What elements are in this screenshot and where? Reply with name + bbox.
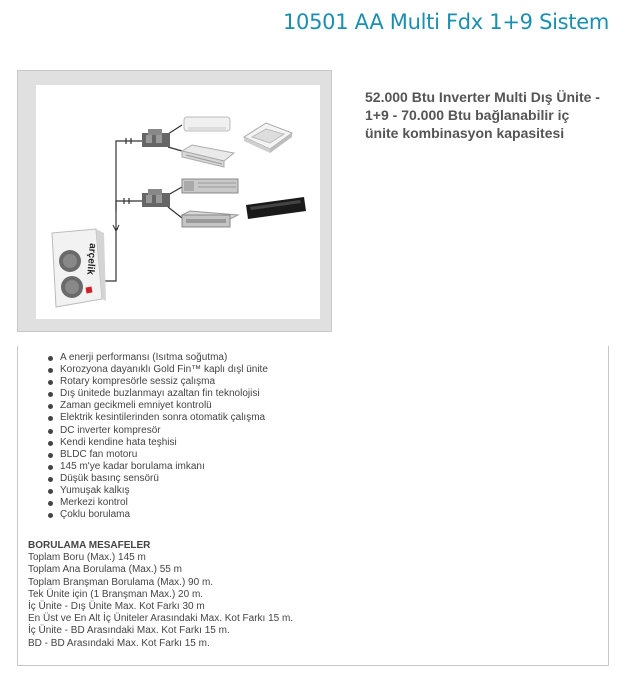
wall-indoor-unit [184, 117, 230, 131]
outdoor-unit [52, 229, 106, 307]
piping-line: Toplam Ana Borulama (Max.) 55 m [28, 564, 182, 576]
product-image[interactable] [36, 85, 320, 319]
piping-line: İç Ünite - Dış Ünite Max. Kot Farkı 30 m [28, 601, 205, 613]
piping-line: Toplam Branşman Borulama (Max.) 90 m. [28, 576, 214, 588]
list-item: Kendi kendine hata teşhisi [48, 437, 268, 449]
piping-line: Tek Ünite için (1 Branşman Max.) 20 m. [28, 588, 204, 600]
page-title: 10501 AA Multi Fdx 1+9 Sistem [283, 10, 609, 34]
product-description: 52.000 Btu Inverter Multi Dış Ünite - 1+9 - 70.000 Btu bağlanabilir iç ünite kombinasyon kapasitesi [365, 89, 600, 141]
piping-line: BD - BD Arasındaki Max. Kot Farkı 15 m. [28, 637, 210, 649]
brand-logo: arçelik [84, 242, 98, 276]
list-item: DC inverter kompresör [48, 425, 268, 437]
product-image-frame [17, 70, 332, 332]
system-diagram [36, 85, 320, 319]
list-item: Zaman gecikmeli emniyet kontrolü [48, 400, 268, 412]
list-item: 145 m'ye kadar borulama imkanı [48, 461, 268, 473]
product-details-panel [17, 346, 609, 666]
black-wall-indoor-unit [246, 197, 306, 219]
list-item: Düşük basınç sensörü [48, 473, 268, 485]
list-item: BLDC fan motoru [48, 449, 268, 461]
piping-line: İç Ünite - BD Arasındaki Max. Kot Farkı 15 m. [28, 625, 230, 637]
piping-line: En Üst ve En Alt İç Üniteler Arasındaki Max. Kot Farkı 15 m. [28, 613, 294, 625]
piping-distances [28, 540, 293, 650]
duct-indoor-unit [182, 179, 238, 193]
list-item: Dış ünitede buzlanmayı azaltan fin teknolojisi [48, 388, 268, 400]
list-item: Merkezi kontrol [48, 497, 268, 509]
cassette-indoor-unit [244, 123, 292, 153]
branch-box-bottom [142, 189, 170, 207]
list-item: A enerji performansı (Isıtma soğutma) [48, 352, 268, 364]
concealed-duct-indoor-unit [182, 211, 238, 227]
list-item: Rotary kompresörle sessiz çalışma [48, 376, 268, 388]
list-item: Elektrik kesintilerinden sonra otomatik çalışma [48, 412, 268, 424]
ceiling-indoor-unit [182, 145, 234, 167]
features-list [48, 352, 268, 521]
branch-box-top [142, 129, 170, 147]
list-item: Yumuşak kalkış [48, 485, 268, 497]
list-item: Korozyona dayanıklı Gold Fin™ kaplı dışl ünite [48, 364, 268, 376]
list-item: Çoklu borulama [48, 509, 268, 521]
piping-line: Toplam Boru (Max.) 145 m [28, 552, 146, 564]
piping-title: BORULAMA MESAFELER [28, 540, 151, 551]
